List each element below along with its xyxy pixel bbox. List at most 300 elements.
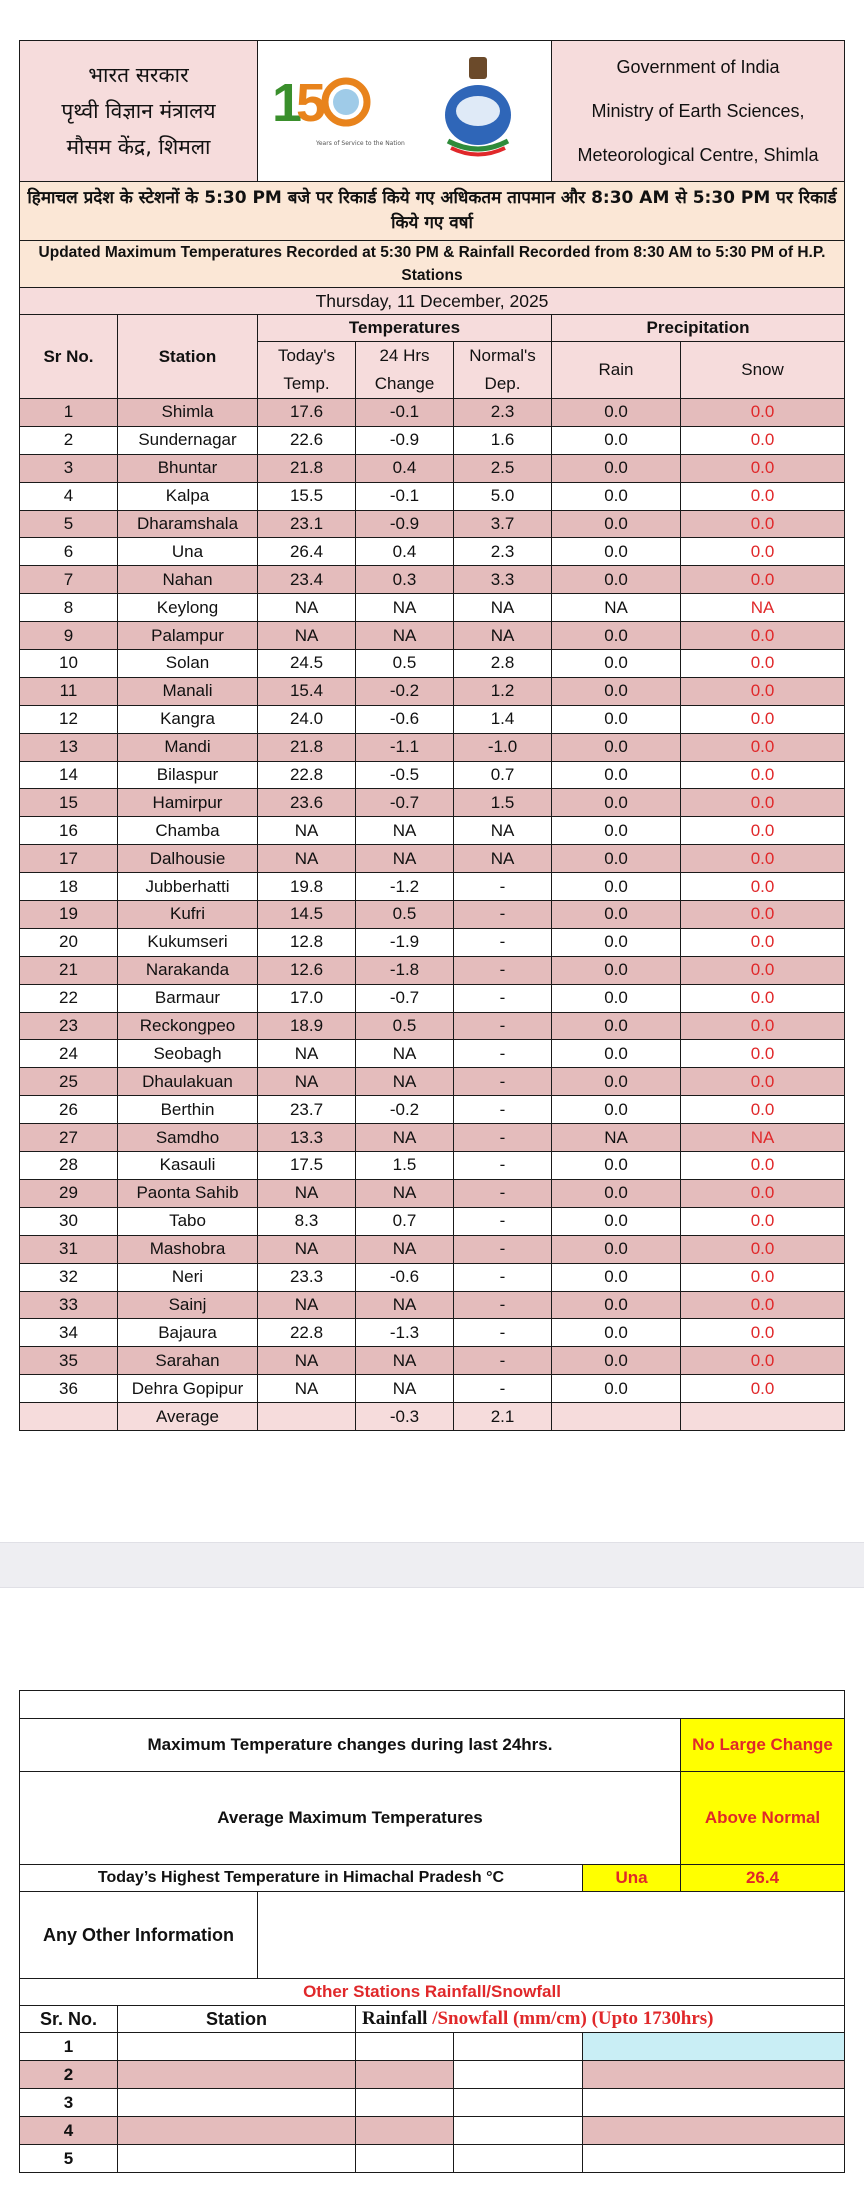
other-row-sr: 5 [20,2145,118,2173]
todays-temp: 23.1 [258,510,356,538]
station-name: Bajaura [118,1319,258,1347]
todays-temp: NA [258,1347,356,1375]
table-row [20,845,845,873]
col-station: Station [118,315,258,399]
sr-no: 16 [20,817,118,845]
table-row [20,984,845,1012]
todays-temp: 26.4 [258,538,356,566]
snow-value: 0.0 [681,622,845,650]
hindi-line-3: मौसम केंद्र, शिमला [66,135,211,159]
rainfall-label: Rainfall [362,2008,433,2029]
todays-temp: 23.3 [258,1263,356,1291]
todays-temp: 24.5 [258,650,356,678]
rain-value: 0.0 [552,677,681,705]
sr-no: 17 [20,845,118,873]
station-name: Kufri [118,901,258,929]
change-24hrs: -0.6 [356,705,454,733]
rain-value: 0.0 [552,510,681,538]
change-24hrs: -0.2 [356,677,454,705]
table-row [20,1040,845,1068]
station-name: Shimla [118,399,258,427]
rain-value: 0.0 [552,873,681,901]
normals-dep: 1.2 [454,677,552,705]
rain-value: 0.0 [552,1291,681,1319]
change-24hrs: -0.1 [356,482,454,510]
change-24hrs: -0.7 [356,789,454,817]
change-24hrs: -0.9 [356,426,454,454]
normals-dep: NA [454,622,552,650]
todays-temp: 23.7 [258,1096,356,1124]
other-row-station [118,2117,356,2145]
table-row [20,566,845,594]
table-row [20,733,845,761]
rain-value: 0.0 [552,1096,681,1124]
snow-value: 0.0 [681,1291,845,1319]
rain-value: 0.0 [552,984,681,1012]
normals-dep: NA [454,817,552,845]
snow-value: 0.0 [681,1207,845,1235]
sr-no: 6 [20,538,118,566]
station-name: Neri [118,1263,258,1291]
sr-no: 26 [20,1096,118,1124]
normals-dep: - [454,1291,552,1319]
snow-value: 0.0 [681,1235,845,1263]
rain-value: NA [552,594,681,622]
todays-temp: NA [258,1040,356,1068]
table-row [20,928,845,956]
rain-value: 0.0 [552,1040,681,1068]
normals-dep: - [454,873,552,901]
todays-temp: 17.6 [258,399,356,427]
snow-value: 0.0 [681,1040,845,1068]
normals-dep: -1.0 [454,733,552,761]
normals-dep: - [454,984,552,1012]
sr-no: 14 [20,761,118,789]
normals-dep: NA [454,845,552,873]
sr-no: 18 [20,873,118,901]
sr-no: 30 [20,1207,118,1235]
table-row [20,956,845,984]
normals-dep: - [454,1124,552,1152]
table-row [20,789,845,817]
english-letterhead [552,41,845,182]
station-name: Sundernagar [118,426,258,454]
rain-value: 0.0 [552,956,681,984]
other-row-remarks [583,2033,845,2061]
sr-no: 24 [20,1040,118,1068]
other-row-remarks [583,2145,845,2173]
col-todays-temp: Today's Temp. [258,342,356,399]
normals-dep: - [454,1096,552,1124]
station-name: Mashobra [118,1235,258,1263]
sr-no: 13 [20,733,118,761]
sr-no: 19 [20,901,118,929]
title-english: Updated Maximum Temperatures Recorded at 5:30 PM & Rainfall Recorded from 8:30 AM to 5:30 PM of H.P. Stations [20,241,845,288]
change-24hrs: 0.5 [356,901,454,929]
emblem-cloud [456,96,500,126]
change-24hrs: 0.5 [356,1012,454,1040]
todays-temp: NA [258,845,356,873]
snow-value: 0.0 [681,733,845,761]
station-name: Dhaulakuan [118,1068,258,1096]
table-row [20,622,845,650]
todays-temp: 22.8 [258,761,356,789]
snow-value: 0.0 [681,426,845,454]
col-sr-no: Sr No. [20,315,118,399]
table-row [20,454,845,482]
page-divider [0,1542,864,1588]
todays-temp: 23.6 [258,789,356,817]
snow-value: 0.0 [681,677,845,705]
todays-temp: 22.8 [258,1319,356,1347]
station-name: Kasauli [118,1152,258,1180]
station-name: Samdho [118,1124,258,1152]
snow-value: 0.0 [681,538,845,566]
other-row-remarks [583,2089,845,2117]
normals-dep: 2.8 [454,650,552,678]
avg-rain-blank [552,1403,681,1431]
imd-emblem-logo [445,57,511,155]
station-name: Sarahan [118,1347,258,1375]
table-row [20,1263,845,1291]
todays-temp: NA [258,1068,356,1096]
snow-value: 0.0 [681,454,845,482]
todays-temp: 24.0 [258,705,356,733]
sr-no: 1 [20,399,118,427]
station-name: Barmaur [118,984,258,1012]
other-row-rain [356,2061,454,2089]
table-row [20,1375,845,1403]
table-row [20,1124,845,1152]
logo150-caption: Years of Service to the Nation [316,139,405,147]
other-row-sr: 1 [20,2033,118,2061]
sr-no: 15 [20,789,118,817]
col-temperatures: Temperatures [258,315,552,342]
rain-value: NA [552,1124,681,1152]
normals-dep: NA [454,594,552,622]
table-row [20,1096,845,1124]
todays-temp: 22.6 [258,426,356,454]
normals-dep: 1.4 [454,705,552,733]
rain-value: 0.0 [552,1152,681,1180]
highest-temp-station: Una [583,1865,681,1892]
col-rain: Rain [552,342,681,399]
emblem-lions [469,57,487,79]
normals-dep: - [454,928,552,956]
rain-value: 0.0 [552,928,681,956]
rain-value: 0.0 [552,1263,681,1291]
other-row-sr: 3 [20,2089,118,2117]
table-row [20,1347,845,1375]
station-name: Chamba [118,817,258,845]
normals-dep: - [454,901,552,929]
station-name: Dehra Gopipur [118,1375,258,1403]
rain-value: 0.0 [552,1068,681,1096]
title-hindi: हिमाचल प्रदेश के स्टेशनों के 5:30 PM बजे पर रिकार्ड किये गए अधिकतम तापमान और 8:30 AM से 5:30 PM पर रिकार्ड किये गए वर्षा [20,182,845,241]
normals-dep: - [454,1375,552,1403]
snow-value: 0.0 [681,1263,845,1291]
other-row-snow [454,2117,583,2145]
rain-value: 0.0 [552,538,681,566]
snow-value: 0.0 [681,510,845,538]
sr-no: 20 [20,928,118,956]
change-24hrs: -0.1 [356,399,454,427]
todays-temp: 8.3 [258,1207,356,1235]
station-name: Bilaspur [118,761,258,789]
station-name: Kalpa [118,482,258,510]
other-row-station [118,2089,356,2117]
sr-no: 25 [20,1068,118,1096]
other-row-snow [454,2033,583,2061]
change-24hrs: NA [356,1347,454,1375]
todays-temp: NA [258,1291,356,1319]
imd-150-years-logo [272,73,405,147]
snow-value: 0.0 [681,928,845,956]
col-precipitation: Precipitation [552,315,845,342]
station-name: Mandi [118,733,258,761]
table-row [20,901,845,929]
todays-temp: 12.6 [258,956,356,984]
sr-no: 29 [20,1179,118,1207]
other-row-station [118,2145,356,2173]
snow-value: 0.0 [681,789,845,817]
change-24hrs: NA [356,1179,454,1207]
snow-value: 0.0 [681,1347,845,1375]
table-row [20,482,845,510]
change-24hrs: -1.1 [356,733,454,761]
rain-value: 0.0 [552,901,681,929]
avg-temp-blank [258,1403,356,1431]
normals-dep: - [454,1179,552,1207]
rain-value: 0.0 [552,1375,681,1403]
sr-no: 35 [20,1347,118,1375]
normals-dep: - [454,1068,552,1096]
snow-value: 0.0 [681,1068,845,1096]
sr-no: 3 [20,454,118,482]
station-name: Kukumseri [118,928,258,956]
change-24hrs: -0.9 [356,510,454,538]
change-24hrs: -0.6 [356,1263,454,1291]
other-stations-title: Other Stations Rainfall/Snowfall [20,1979,845,2006]
change-24hrs: -1.9 [356,928,454,956]
other-row-remarks [583,2117,845,2145]
todays-temp: NA [258,1235,356,1263]
todays-temp: NA [258,1375,356,1403]
station-name: Paonta Sahib [118,1179,258,1207]
snow-value: 0.0 [681,873,845,901]
table-row [20,594,845,622]
sr-no: 5 [20,510,118,538]
rain-value: 0.0 [552,1347,681,1375]
station-name: Manali [118,677,258,705]
avg-max-value: Above Normal [681,1772,845,1865]
todays-temp: NA [258,594,356,622]
summary-table [19,1690,845,2173]
other-row-station [118,2061,356,2089]
rain-value: 0.0 [552,733,681,761]
table-row [20,510,845,538]
todays-temp: 18.9 [258,1012,356,1040]
rain-value: 0.0 [552,454,681,482]
snow-value: NA [681,594,845,622]
table-row [20,817,845,845]
todays-temp: 13.3 [258,1124,356,1152]
avg-max-label: Average Maximum Temperatures [20,1772,681,1865]
change-24hrs: NA [356,1068,454,1096]
max-change-value: No Large Change [681,1719,845,1772]
rain-value: 0.0 [552,566,681,594]
english-line-1: Government of India [616,57,780,77]
snow-value: 0.0 [681,1375,845,1403]
snow-value: 0.0 [681,705,845,733]
snow-value: 0.0 [681,1179,845,1207]
other-row-remarks [583,2061,845,2089]
col-24hrs-change: 24 Hrs Change [356,342,454,399]
table-row [20,399,845,427]
letterhead [20,41,845,182]
rain-value: 0.0 [552,622,681,650]
snowfall-label: /Snowfall (mm/cm) (Upto 1730hrs) [432,2008,714,2029]
normals-dep: - [454,1319,552,1347]
table-row [20,705,845,733]
other-col-station: Station [118,2006,356,2033]
table-row [20,1235,845,1263]
col-snow: Snow [681,342,845,399]
snow-value: 0.0 [681,399,845,427]
snow-value: NA [681,1124,845,1152]
table-row [20,650,845,678]
todays-temp: 14.5 [258,901,356,929]
highest-temp-value: 26.4 [681,1865,845,1892]
normals-dep: 5.0 [454,482,552,510]
sr-no: 34 [20,1319,118,1347]
sr-no: 23 [20,1012,118,1040]
snow-value: 0.0 [681,761,845,789]
station-name: Palampur [118,622,258,650]
change-24hrs: 0.7 [356,1207,454,1235]
snow-value: 0.0 [681,482,845,510]
other-row-snow [454,2145,583,2173]
logo150-digit-5: 5 [296,72,327,133]
station-name: Reckongpeo [118,1012,258,1040]
normals-dep: - [454,956,552,984]
sr-no: 36 [20,1375,118,1403]
table-row [20,538,845,566]
change-24hrs: 0.3 [356,566,454,594]
normals-dep: - [454,1347,552,1375]
avg-snow-blank [681,1403,845,1431]
normals-dep: 3.3 [454,566,552,594]
station-name: Berthin [118,1096,258,1124]
snow-value: 0.0 [681,901,845,929]
hindi-line-2: पृथ्वी विज्ञान मंत्रालय [61,99,216,123]
sr-no: 21 [20,956,118,984]
avg-change: -0.3 [356,1403,454,1431]
rain-value: 0.0 [552,650,681,678]
change-24hrs: 0.4 [356,538,454,566]
station-name: Dharamshala [118,510,258,538]
snow-value: 0.0 [681,650,845,678]
table-row [20,1152,845,1180]
other-info-label: Any Other Information [20,1892,258,1979]
station-name: Jubberhatti [118,873,258,901]
normals-dep: - [454,1012,552,1040]
table-row [20,1012,845,1040]
rain-value: 0.0 [552,1235,681,1263]
change-24hrs: NA [356,1375,454,1403]
other-row-rain [356,2089,454,2117]
logos-cell [258,41,552,182]
rain-value: 0.0 [552,1012,681,1040]
normals-dep: 0.7 [454,761,552,789]
english-line-2: Ministry of Earth Sciences, [591,101,805,121]
table-row [20,761,845,789]
snow-value: 0.0 [681,956,845,984]
change-24hrs: 1.5 [356,1152,454,1180]
sr-no: 27 [20,1124,118,1152]
change-24hrs: -0.2 [356,1096,454,1124]
snow-value: 0.0 [681,817,845,845]
other-info-value [258,1892,845,1979]
station-name: Kangra [118,705,258,733]
change-24hrs: NA [356,622,454,650]
rain-value: 0.0 [552,1319,681,1347]
station-name: Bhuntar [118,454,258,482]
snow-value: 0.0 [681,1096,845,1124]
sr-no: 8 [20,594,118,622]
snow-value: 0.0 [681,566,845,594]
change-24hrs: -1.8 [356,956,454,984]
normals-dep: 2.5 [454,454,552,482]
change-24hrs: NA [356,1040,454,1068]
other-row-rain [356,2145,454,2173]
change-24hrs: NA [356,594,454,622]
sr-no: 4 [20,482,118,510]
sr-no: 28 [20,1152,118,1180]
average-row [20,1403,845,1431]
todays-temp: NA [258,817,356,845]
change-24hrs: NA [356,1235,454,1263]
hindi-line-1: भारत सरकार [88,63,189,87]
snow-value: 0.0 [681,1152,845,1180]
sr-no: 12 [20,705,118,733]
rain-value: 0.0 [552,817,681,845]
todays-temp: 17.5 [258,1152,356,1180]
normals-dep: 1.5 [454,789,552,817]
table-row [20,1319,845,1347]
todays-temp: 23.4 [258,566,356,594]
logo150-globe [333,89,359,115]
normals-dep: 2.3 [454,399,552,427]
column-header-row [20,315,845,342]
english-line-3: Meteorological Centre, Shimla [577,145,819,165]
change-24hrs: NA [356,1291,454,1319]
report-date: Thursday, 11 December, 2025 [20,288,845,315]
other-row-sr: 2 [20,2061,118,2089]
station-name: Sainj [118,1291,258,1319]
station-name: Solan [118,650,258,678]
table-row [20,1179,845,1207]
rain-value: 0.0 [552,426,681,454]
table-row [20,1207,845,1235]
snow-value: 0.0 [681,1319,845,1347]
normals-dep: 2.3 [454,538,552,566]
todays-temp: 12.8 [258,928,356,956]
sr-no: 32 [20,1263,118,1291]
station-name: Nahan [118,566,258,594]
sr-no: 22 [20,984,118,1012]
temperature-table [19,40,845,1431]
